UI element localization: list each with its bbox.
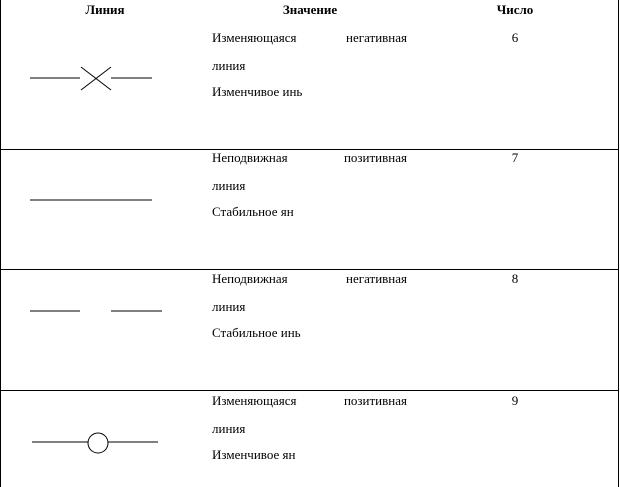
header-number: Число xyxy=(496,2,534,17)
meaning-description: Стабильное ян xyxy=(212,204,294,219)
meaning-description: Изменчивое инь xyxy=(212,84,303,99)
number-cell: 9 xyxy=(511,393,519,408)
table-row xyxy=(0,241,619,361)
table-row xyxy=(0,120,619,240)
header-line: Линия xyxy=(85,2,125,17)
solid-yang-line-symbol xyxy=(0,120,191,240)
changing-yin-line-symbol xyxy=(0,0,191,120)
meaning-word: позитивная xyxy=(343,150,407,165)
meaning-line: линия xyxy=(212,58,246,73)
meaning-description: Изменчивое ян xyxy=(212,447,296,462)
changing-yang-line-symbol xyxy=(0,363,191,483)
meaning-word: негативная xyxy=(346,30,407,45)
table-row xyxy=(0,0,619,120)
meaning-description: Стабильное инь xyxy=(212,325,301,340)
number-cell: 6 xyxy=(511,30,519,45)
meaning-word: негативная xyxy=(346,271,407,286)
number-cell: 7 xyxy=(511,150,519,165)
meaning-word: Изменяющаяся xyxy=(212,393,297,408)
table-row xyxy=(0,363,619,487)
meaning-line: линия xyxy=(212,299,246,314)
meaning-line: линия xyxy=(212,178,246,193)
number-cell: 8 xyxy=(511,271,519,286)
meaning-word: Изменяющаяся xyxy=(212,30,297,45)
meaning-word: позитивная xyxy=(343,393,407,408)
meaning-word: Неподвижная xyxy=(212,150,288,165)
meaning-line: линия xyxy=(212,421,246,436)
meaning-word: Неподвижная xyxy=(212,271,288,286)
header-meaning: Значение xyxy=(282,2,338,17)
broken-yin-line-symbol xyxy=(0,241,191,361)
